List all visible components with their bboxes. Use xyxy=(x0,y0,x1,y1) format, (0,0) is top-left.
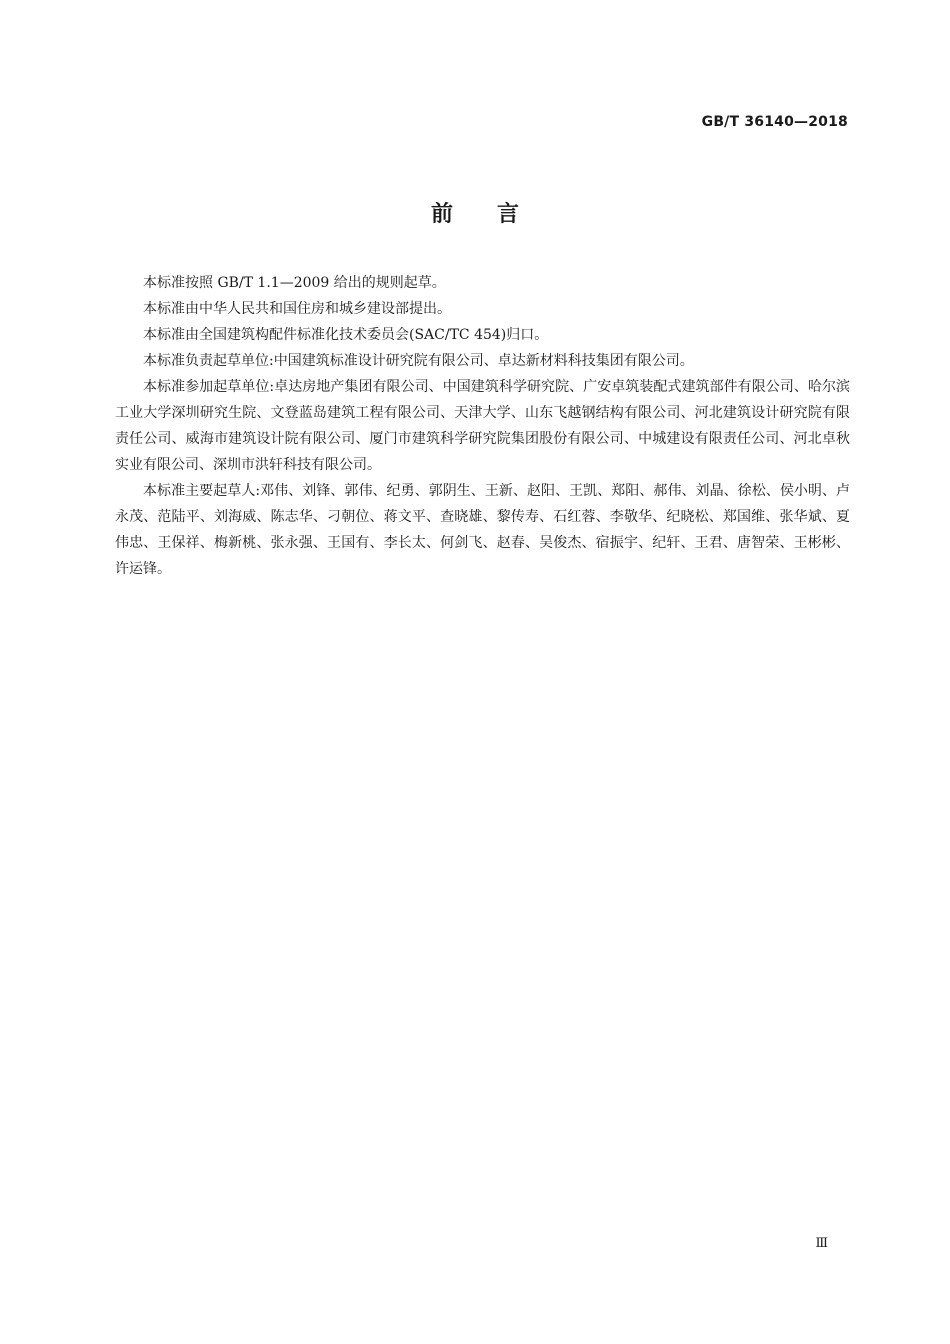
document-body xyxy=(115,270,850,582)
paragraph-main-drafters: 本标准主要起草人:邓伟、刘锋、郭伟、纪勇、郭阴生、王新、赵阳、王凯、郑阳、郝伟、刘晶、徐松、侯小明、卢永茂、范陆平、刘海威、陈志华、刁朝位、蒋文平、查晓雄、黎传寿、石红蓉、李敬华、纪晓松、郑国维、张华斌、夏伟忠、王保祥、梅新桃、张永强、王国有、李长太、何剑飞、赵春、吴俊杰、宿振宇、纪轩、王君、唐智荣、王彬彬、许运锋。 xyxy=(115,483,850,577)
page-title: 前言 xyxy=(430,202,563,227)
paragraph-jurisdiction: 本标准由全国建筑构配件标准化技术委员会(SAC/TC 454)归口。 xyxy=(143,327,549,343)
paragraph-drafting-rules: 本标准按照 GB/T 1.1—2009 给出的规则起草。 xyxy=(143,275,446,291)
paragraph-participating-units: 本标准参加起草单位:卓达房地产集团有限公司、中国建筑科学研究院、广安卓筑装配式建筑部件有限公司、哈尔滨工业大学深圳研究生院、文登蓝岛建筑工程有限公司、天津大学、山东飞越钢结构有限公司、河北建筑设计研究院有限责任公司、威海市建筑设计院有限公司、厦门市建筑科学研究院集团股份有限公司、中城建设有限责任公司、河北卓秋实业有限公司、深圳市洪轩科技有限公司。 xyxy=(115,379,850,473)
paragraph-proposed-by: 本标准由中华人民共和国住房和城乡建设部提出。 xyxy=(143,301,451,317)
page-number: Ⅲ xyxy=(815,1236,828,1251)
paragraph-responsible-units: 本标准负责起草单位:中国建筑标准设计研究院有限公司、卓达新材料科技集团有限公司。 xyxy=(143,353,694,369)
standard-code: GB/T 36140—2018 xyxy=(701,114,848,130)
